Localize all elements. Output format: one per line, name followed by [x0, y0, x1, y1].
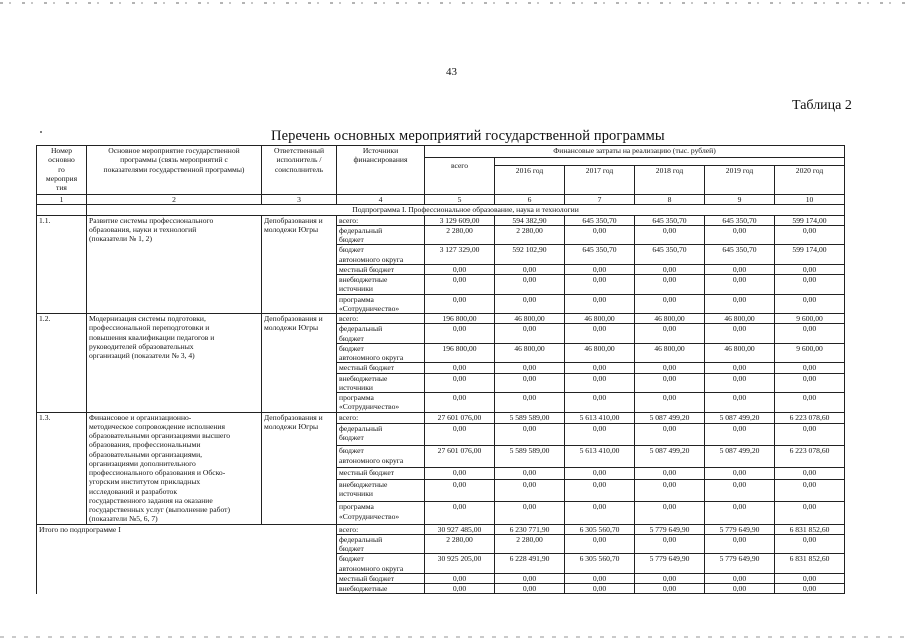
- header-total: всего: [425, 158, 495, 195]
- header-year-2017: 2017 год: [565, 166, 635, 195]
- amount-cell: 0,00: [705, 324, 775, 344]
- amount-cell: 645 350,70: [635, 215, 705, 225]
- amount-cell: 27 601 076,00: [425, 446, 495, 468]
- index-cell: 8: [635, 195, 705, 205]
- amount-cell: 46 800,00: [635, 343, 705, 363]
- amount-cell: 0,00: [775, 502, 845, 524]
- amount-cell: 0,00: [425, 584, 495, 594]
- amount-cell: 592 102,90: [495, 245, 565, 265]
- scan-edge-bottom: [0, 636, 905, 638]
- table-row: [37, 314, 845, 324]
- total-row: [37, 524, 845, 534]
- funding-source: федеральный бюджет: [337, 225, 425, 245]
- amount-cell: 46 800,00: [565, 343, 635, 363]
- amount-cell: 196 800,00: [425, 343, 495, 363]
- amount-cell: 30 927 485,00: [425, 524, 495, 534]
- amount-cell: 0,00: [565, 584, 635, 594]
- funding-source: местный бюджет: [337, 363, 425, 373]
- amount-cell: 5 589 589,00: [495, 446, 565, 468]
- amount-cell: 645 350,70: [565, 245, 635, 265]
- amount-cell: 0,00: [495, 502, 565, 524]
- amount-cell: 0,00: [775, 294, 845, 314]
- funding-source: всего:: [337, 412, 425, 424]
- amount-cell: 599 174,00: [775, 245, 845, 265]
- amount-cell: 645 350,70: [705, 245, 775, 265]
- amount-cell: 0,00: [425, 264, 495, 274]
- amount-cell: 5 779 649,90: [635, 554, 705, 574]
- amount-cell: 6 305 560,70: [565, 554, 635, 574]
- amount-cell: 0,00: [705, 584, 775, 594]
- amount-cell: 5 779 649,90: [635, 524, 705, 534]
- amount-cell: 0,00: [425, 363, 495, 373]
- amount-cell: 6 223 078,60: [775, 412, 845, 424]
- amount-cell: 3 129 609,00: [425, 215, 495, 225]
- header-sources: Источники финансирования: [337, 146, 425, 195]
- amount-cell: 6 230 771,90: [495, 524, 565, 534]
- amount-cell: 0,00: [635, 502, 705, 524]
- amount-cell: 0,00: [565, 294, 635, 314]
- amount-cell: 0,00: [775, 363, 845, 373]
- amount-cell: 46 800,00: [635, 314, 705, 324]
- amount-cell: 0,00: [635, 424, 705, 446]
- table-row: [37, 215, 845, 225]
- amount-cell: 0,00: [495, 294, 565, 314]
- amount-cell: 27 601 076,00: [425, 412, 495, 424]
- amount-cell: 6 305 560,70: [565, 524, 635, 534]
- amount-cell: 599 174,00: [775, 215, 845, 225]
- index-cell: 9: [705, 195, 775, 205]
- amount-cell: 46 800,00: [705, 343, 775, 363]
- amount-cell: 46 800,00: [705, 314, 775, 324]
- amount-cell: 0,00: [425, 468, 495, 480]
- amount-cell: 6 831 852,60: [775, 554, 845, 574]
- amount-cell: 0,00: [425, 573, 495, 583]
- amount-cell: 46 800,00: [495, 343, 565, 363]
- amount-cell: 0,00: [775, 584, 845, 594]
- amount-cell: 0,00: [495, 573, 565, 583]
- amount-cell: 0,00: [425, 275, 495, 295]
- amount-cell: 6 228 491,90: [495, 554, 565, 574]
- header-costs: Финансовые затраты на реализацию (тыс. рублей): [425, 146, 845, 158]
- amount-cell: 0,00: [425, 373, 495, 393]
- amount-cell: 196 800,00: [425, 314, 495, 324]
- activities-table: [36, 145, 845, 594]
- header-year-2018: 2018 год: [635, 166, 705, 195]
- amount-cell: 0,00: [705, 573, 775, 583]
- funding-source: местный бюджет: [337, 264, 425, 274]
- amount-cell: 0,00: [425, 324, 495, 344]
- document-title: Перечень основных мероприятий государственной программы: [271, 128, 665, 144]
- amount-cell: 0,00: [635, 373, 705, 393]
- amount-cell: 6 223 078,60: [775, 446, 845, 468]
- amount-cell: 0,00: [495, 264, 565, 274]
- page-number: 43: [446, 66, 457, 78]
- activity-number: 1.1.: [37, 215, 87, 314]
- funding-source: бюджет автономного округа: [337, 446, 425, 468]
- amount-cell: 0,00: [495, 584, 565, 594]
- amount-cell: 0,00: [495, 373, 565, 393]
- funding-source: внебюджетные источники: [337, 480, 425, 502]
- amount-cell: 0,00: [565, 324, 635, 344]
- amount-cell: 0,00: [425, 502, 495, 524]
- amount-cell: 0,00: [495, 324, 565, 344]
- amount-cell: 0,00: [635, 363, 705, 373]
- amount-cell: 645 350,70: [705, 215, 775, 225]
- amount-cell: 0,00: [635, 275, 705, 295]
- table-label: Таблица 2: [792, 98, 852, 113]
- amount-cell: 0,00: [635, 584, 705, 594]
- amount-cell: 0,00: [635, 393, 705, 413]
- amount-cell: 5 779 649,90: [705, 554, 775, 574]
- amount-cell: 0,00: [775, 534, 845, 554]
- amount-cell: 46 800,00: [565, 314, 635, 324]
- amount-cell: 0,00: [635, 468, 705, 480]
- amount-cell: 0,00: [775, 225, 845, 245]
- funding-source: бюджет автономного округа: [337, 343, 425, 363]
- amount-cell: 46 800,00: [495, 314, 565, 324]
- amount-cell: 0,00: [495, 393, 565, 413]
- amount-cell: 0,00: [775, 573, 845, 583]
- amount-cell: 0,00: [425, 480, 495, 502]
- funding-source: всего:: [337, 215, 425, 225]
- amount-cell: 0,00: [775, 424, 845, 446]
- amount-cell: 0,00: [565, 573, 635, 583]
- amount-cell: 0,00: [565, 424, 635, 446]
- activity-responsible: Депобразования и молодежи Югры: [262, 412, 337, 524]
- index-cell: 10: [775, 195, 845, 205]
- amount-cell: 0,00: [495, 480, 565, 502]
- funding-source: федеральный бюджет: [337, 424, 425, 446]
- header-year-2019: 2019 год: [705, 166, 775, 195]
- amount-cell: 645 350,70: [565, 215, 635, 225]
- amount-cell: 0,00: [705, 502, 775, 524]
- scan-edge-top: [0, 2, 905, 4]
- index-cell: 4: [337, 195, 425, 205]
- amount-cell: 0,00: [775, 480, 845, 502]
- amount-cell: 0,00: [565, 534, 635, 554]
- funding-source: внебюджетные источники: [337, 373, 425, 393]
- amount-cell: 0,00: [775, 275, 845, 295]
- amount-cell: 0,00: [565, 373, 635, 393]
- amount-cell: 0,00: [705, 373, 775, 393]
- amount-cell: 0,00: [635, 534, 705, 554]
- funding-source: программа «Сотрудничество»: [337, 393, 425, 413]
- header-number: Номер основно го мероприя тия: [37, 146, 87, 195]
- amount-cell: 0,00: [775, 264, 845, 274]
- amount-cell: 0,00: [705, 275, 775, 295]
- amount-cell: 6 831 852,60: [775, 524, 845, 534]
- activity-name: Финансовое и организационно- методическое сопровождение исполнения образовательными организациями высшего образования, профессиональными образовательными организациями, организациями дополнительного профессионального образования и Обско- угорским институтом прикладных исследований и разработок государственного задания на оказание государственных услуг (выполнение работ) (показатели №5, 6, 7): [87, 412, 262, 524]
- index-cell: 1: [37, 195, 87, 205]
- header-activity: Основное мероприятие государственной программы (связь мероприятий с показателями государственной программы): [87, 146, 262, 195]
- amount-cell: 0,00: [565, 480, 635, 502]
- funding-source: федеральный бюджет: [337, 534, 425, 554]
- amount-cell: 0,00: [635, 573, 705, 583]
- amount-cell: 0,00: [565, 363, 635, 373]
- amount-cell: 0,00: [425, 393, 495, 413]
- index-cell: 6: [495, 195, 565, 205]
- amount-cell: 0,00: [565, 225, 635, 245]
- amount-cell: 0,00: [425, 294, 495, 314]
- amount-cell: 0,00: [425, 424, 495, 446]
- amount-cell: 0,00: [635, 264, 705, 274]
- total-label: Итого по подпрограмме I: [37, 524, 337, 594]
- amount-cell: 0,00: [495, 468, 565, 480]
- activity-name: Развитие системы профессионального образования, науки и технологий (показатели № 1, 2): [87, 215, 262, 314]
- amount-cell: 9 600,00: [775, 343, 845, 363]
- index-cell: 2: [87, 195, 262, 205]
- funding-source: бюджет автономного округа: [337, 554, 425, 574]
- amount-cell: 2 280,00: [495, 534, 565, 554]
- amount-cell: 0,00: [705, 363, 775, 373]
- amount-cell: 0,00: [705, 480, 775, 502]
- funding-source: местный бюджет: [337, 573, 425, 583]
- amount-cell: 2 280,00: [425, 534, 495, 554]
- amount-cell: 0,00: [775, 468, 845, 480]
- amount-cell: 0,00: [775, 324, 845, 344]
- amount-cell: 5 087 499,20: [635, 412, 705, 424]
- amount-cell: 5 613 410,00: [565, 412, 635, 424]
- funding-source: местный бюджет: [337, 468, 425, 480]
- activity-responsible: Депобразования и молодежи Югры: [262, 215, 337, 314]
- amount-cell: 0,00: [705, 424, 775, 446]
- activity-responsible: Депобразования и молодежи Югры: [262, 314, 337, 413]
- funding-source: программа «Сотрудничество»: [337, 502, 425, 524]
- amount-cell: 9 600,00: [775, 314, 845, 324]
- amount-cell: 0,00: [775, 373, 845, 393]
- amount-cell: 645 350,70: [635, 245, 705, 265]
- amount-cell: 5 589 589,00: [495, 412, 565, 424]
- activity-number: 1.2.: [37, 314, 87, 413]
- amount-cell: 0,00: [635, 480, 705, 502]
- funding-source: бюджет автономного округа: [337, 245, 425, 265]
- amount-cell: 0,00: [705, 264, 775, 274]
- subprogram-title: Подпрограмма I. Профессиональное образование, наука и технологии: [87, 205, 845, 215]
- amount-cell: 5 613 410,00: [565, 446, 635, 468]
- amount-cell: 5 087 499,20: [635, 446, 705, 468]
- amount-cell: 0,00: [565, 275, 635, 295]
- scan-speck: [40, 131, 42, 133]
- activity-name: Модернизация системы подготовки, профессиональной переподготовки и повышения квалификации педагогов и руководителей образовательных организаций (показатели № 3, 4): [87, 314, 262, 413]
- amount-cell: 0,00: [495, 275, 565, 295]
- amount-cell: 0,00: [705, 468, 775, 480]
- amount-cell: 0,00: [705, 294, 775, 314]
- index-cell: 3: [262, 195, 337, 205]
- amount-cell: 0,00: [565, 264, 635, 274]
- activity-number: 1.3.: [37, 412, 87, 524]
- funding-source: внебюджетные: [337, 584, 425, 594]
- amount-cell: 0,00: [565, 393, 635, 413]
- amount-cell: 0,00: [495, 424, 565, 446]
- amount-cell: 5 087 499,20: [705, 446, 775, 468]
- funding-source: федеральный бюджет: [337, 324, 425, 344]
- amount-cell: 0,00: [705, 225, 775, 245]
- header-year-2016: 2016 год: [495, 166, 565, 195]
- header-responsible: Ответственный исполнитель / соисполнитель: [262, 146, 337, 195]
- amount-cell: 0,00: [565, 502, 635, 524]
- amount-cell: 0,00: [635, 324, 705, 344]
- amount-cell: 0,00: [495, 363, 565, 373]
- amount-cell: 0,00: [635, 225, 705, 245]
- amount-cell: 0,00: [705, 393, 775, 413]
- amount-cell: 2 280,00: [495, 225, 565, 245]
- index-cell: 5: [425, 195, 495, 205]
- amount-cell: 0,00: [705, 534, 775, 554]
- amount-cell: 594 382,90: [495, 215, 565, 225]
- index-cell: 7: [565, 195, 635, 205]
- amount-cell: 5 087 499,20: [705, 412, 775, 424]
- amount-cell: 30 925 205,00: [425, 554, 495, 574]
- funding-source: внебюджетные источники: [337, 275, 425, 295]
- table-row: [37, 412, 845, 424]
- header-year-2020: 2020 год: [775, 166, 845, 195]
- amount-cell: 0,00: [635, 294, 705, 314]
- funding-source: всего:: [337, 524, 425, 534]
- amount-cell: 2 280,00: [425, 225, 495, 245]
- amount-cell: 5 779 649,90: [705, 524, 775, 534]
- funding-source: программа «Сотрудничество»: [337, 294, 425, 314]
- amount-cell: 3 127 329,00: [425, 245, 495, 265]
- funding-source: всего:: [337, 314, 425, 324]
- amount-cell: 0,00: [565, 468, 635, 480]
- amount-cell: 0,00: [775, 393, 845, 413]
